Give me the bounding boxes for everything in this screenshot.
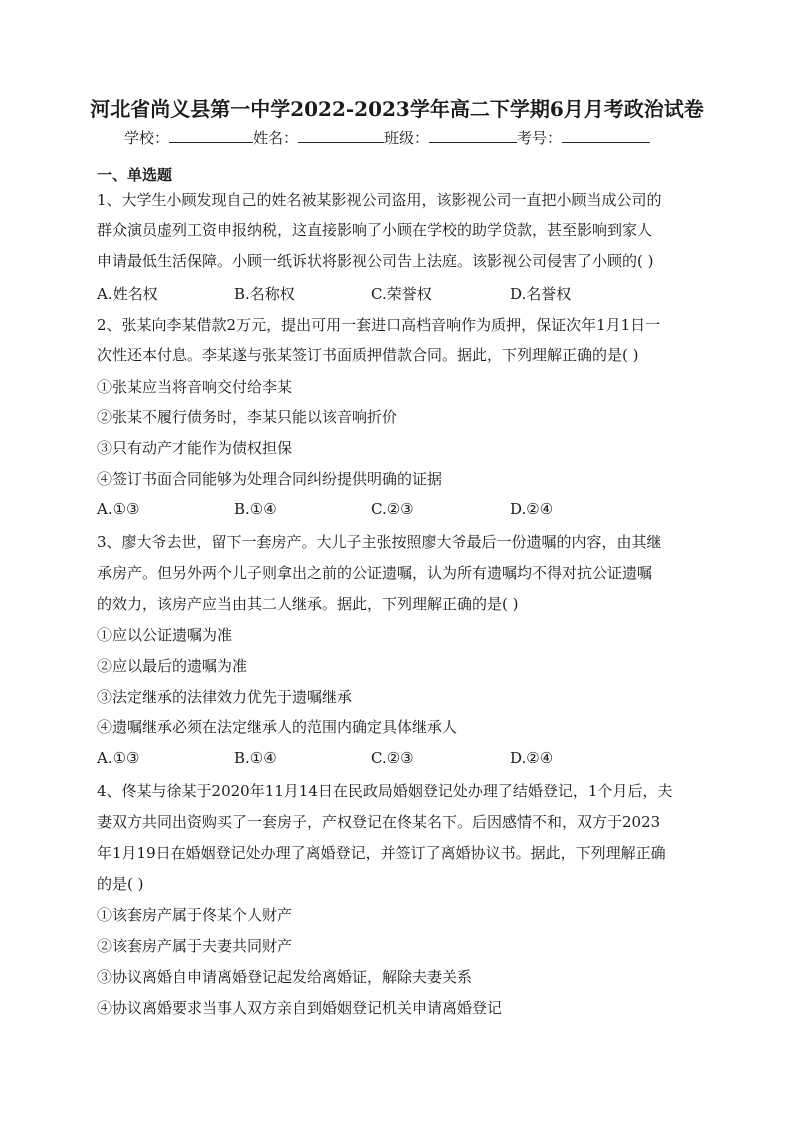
option-c: C.②③ (371, 500, 414, 518)
question-3-statement: ②应以最后的遗嘱为准 (97, 657, 248, 675)
option-d: D.②④ (510, 749, 554, 767)
question-4-line: 妻双方共同出资购买了一套房子，产权登记在佟某名下。后因感情不和，双方于2023 (97, 813, 661, 831)
question-1-line: 申请最低生活保障。小顾一纸诉状将影视公司告上法庭。该影视公司侵害了小顾的( ) (97, 252, 654, 270)
question-3-statement: ④遗嘱继承必须在法定继承人的范围内确定具体继承人 (97, 718, 458, 736)
student-info-row (124, 126, 650, 148)
question-4-line: 4、佟某与徐某于2020年11月14日在民政局婚姻登记处办理了结婚登记，1个月后，夫 (97, 782, 673, 800)
question-3-statement: ③法定继承的法律效力优先于遗嘱继承 (97, 688, 353, 706)
question-1-line: 1、大学生小顾发现自己的姓名被某影视公司盗用，该影视公司一直把小顾当成公司的 (97, 191, 662, 209)
question-4-statement: ③协议离婚自申请离婚登记起发给离婚证，解除夫妻关系 (97, 968, 473, 986)
question-3-statement: ①应以公证遗嘱为准 (97, 626, 233, 644)
option-a: A.姓名权 (97, 285, 158, 303)
option-b: B.①④ (234, 749, 277, 767)
question-2-line: 次性还本付息。李某遂与张某签订书面质押借款合同。据此，下列理解正确的是( ) (97, 346, 639, 364)
question-2-options (97, 500, 697, 522)
option-b: B.名称权 (234, 285, 295, 303)
section-heading: 一、单选题 (97, 166, 173, 184)
question-4-line: 年1月19日在婚姻登记处办理了离婚登记，并签订了离婚协议书。据此，下列理解正确 (97, 844, 666, 862)
question-2-statement: ④签订书面合同能够为处理合同纠纷提供明确的证据 (97, 470, 443, 488)
question-1-options (97, 283, 697, 305)
question-4-line: 的是( ) (97, 875, 144, 893)
option-b: B.①④ (234, 500, 277, 518)
question-4-statement: ②该套房产属于夫妻共同财产 (97, 937, 293, 955)
question-2-statement: ②张某不履行债务时，李某只能以该音响折价 (97, 408, 398, 426)
exam-title: 河北省尚义县第一中学2022-2023学年高二下学期6月月考政治试卷 (90, 97, 704, 121)
question-2-statement: ③只有动产才能作为债权担保 (97, 439, 293, 457)
question-1-line: 群众演员虚列工资申报纳税，这直接影响了小顾在学校的助学贷款，甚至影响到家人 (97, 221, 653, 239)
school-blank (169, 126, 253, 143)
class-label: 班级： (384, 129, 430, 147)
name-blank (298, 126, 384, 143)
option-d: D.②④ (510, 500, 554, 518)
number-blank (562, 126, 650, 143)
question-3-line: 承房产。但另外两个儿子则拿出之前的公证遗嘱，认为所有遗嘱均不得对抗公证遗嘱 (97, 564, 653, 582)
question-3-options (97, 749, 697, 771)
question-3-line: 的效力，该房产应当由其二人继承。据此，下列理解正确的是( ) (97, 595, 519, 613)
question-2-line: 2、张某向李某借款2万元，提出可用一套进口高档音响作为质押，保证次年1月1日一 (97, 316, 661, 334)
option-a: A.①③ (97, 749, 140, 767)
number-label: 考号： (517, 129, 563, 147)
option-c: C.②③ (371, 749, 414, 767)
question-4-statement: ①该套房产属于佟某个人财产 (97, 906, 293, 924)
option-c: C.荣誉权 (371, 285, 432, 303)
option-d: D.名誉权 (510, 285, 572, 303)
school-label: 学校： (124, 129, 170, 147)
question-3-line: 3、廖大爷去世，留下一套房产。大儿子主张按照廖大爷最后一份遗嘱的内容，由其继 (97, 533, 662, 551)
question-4-statement: ④协议离婚要求当事人双方亲自到婚姻登记机关申请离婚登记 (97, 999, 503, 1017)
name-label: 姓名： (253, 129, 299, 147)
option-a: A.①③ (97, 500, 140, 518)
class-blank (429, 126, 517, 143)
question-2-statement: ①张某应当将音响交付给李某 (97, 378, 293, 396)
